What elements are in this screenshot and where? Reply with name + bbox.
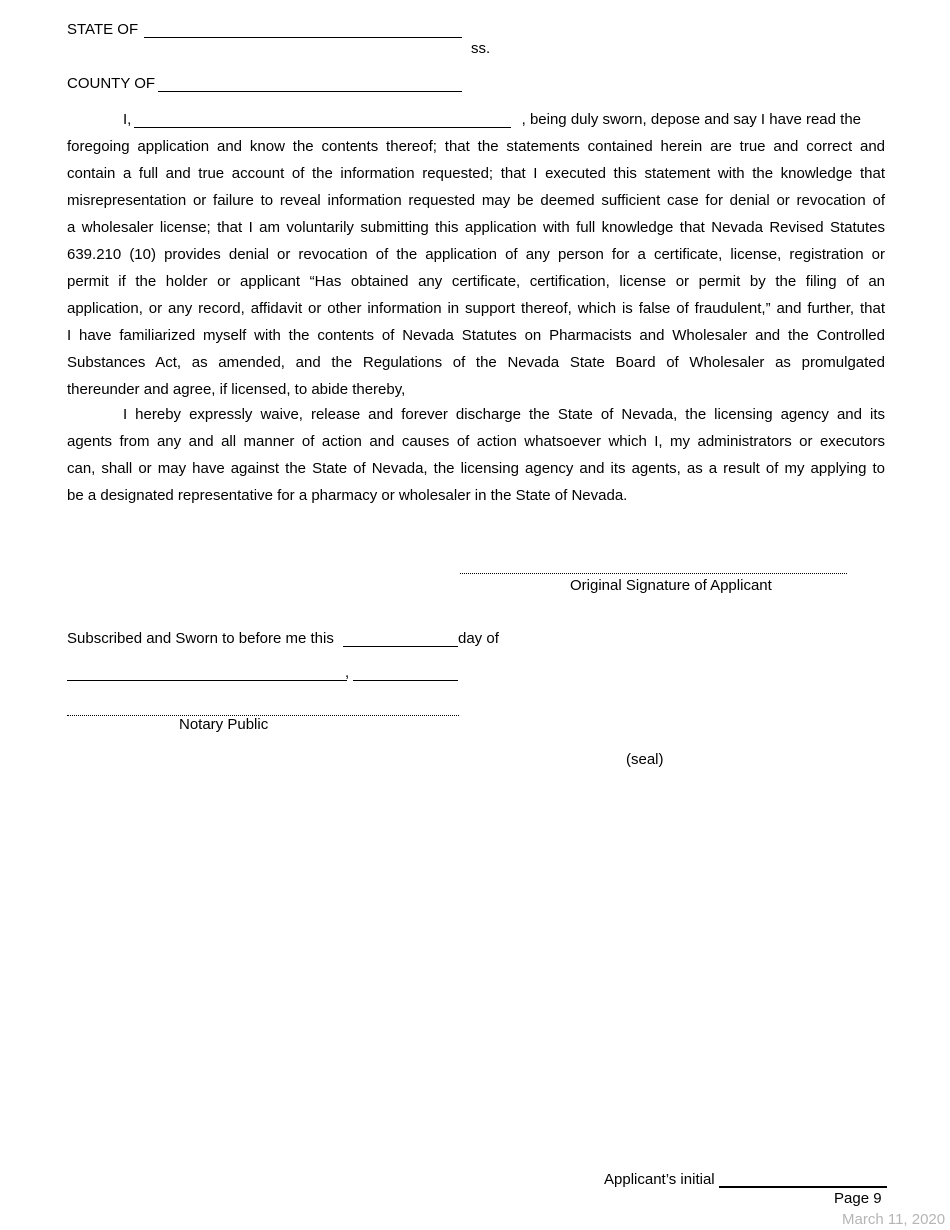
- date-comma: ,: [345, 664, 350, 681]
- applicant-initial-label: Applicant’s initial: [604, 1171, 715, 1188]
- affidavit-line: a wholesaler license; that I am voluntarily submitting this application with full knowledge that Nevada Revised Statutes: [67, 219, 885, 236]
- notary-public-label: Notary Public: [179, 716, 269, 733]
- affidavit-line: Substances Act, as amended, and the Regulations of the Nevada State Board of Wholesaler as promulgated: [67, 354, 885, 371]
- affidavit-line: contain a full and true account of the information requested; that I executed this statement with the knowledge that: [67, 165, 885, 182]
- seal-label: (seal): [626, 751, 664, 768]
- affidavit-line: 639.210 (10) provides denial or revocation of the application of any person for a certificate, license, registration or: [67, 246, 885, 263]
- county-of-label: COUNTY OF: [67, 75, 156, 92]
- state-of-label: STATE OF: [67, 21, 139, 38]
- affidavit-line: permit if the holder or applicant “Has obtained any certificate, certification, license or permit by the filing of an: [67, 273, 885, 290]
- day-of-label: day of: [458, 630, 499, 647]
- waiver-paragraph: [67, 401, 885, 509]
- affiant-name-line[interactable]: [134, 127, 511, 128]
- state-of-input-line[interactable]: [144, 37, 462, 38]
- waiver-line: can, shall or may have against the State of Nevada, the licensing agency and its agents, as a result of my applying to: [67, 460, 885, 477]
- document-date: March 11, 2020: [842, 1211, 946, 1228]
- applicant-initial-line[interactable]: [719, 1186, 887, 1188]
- waiver-line: agents from any and all manner of action and causes of action whatsoever which I, my administrators or executors: [67, 433, 885, 450]
- ss-label: ss.: [471, 40, 491, 57]
- subscribed-label: Subscribed and Sworn to before me this: [67, 630, 334, 647]
- affidavit-line: application, or any record, affidavit or other information in support thereof, which is false of fraudulent,” and further, that: [67, 300, 885, 317]
- applicant-signature-line[interactable]: [460, 573, 847, 574]
- month-input-line[interactable]: [67, 680, 347, 681]
- page-number: Page 9: [834, 1190, 882, 1207]
- waiver-line: be a designated representative for a pharmacy or wholesaler in the State of Nevada.: [67, 487, 628, 504]
- day-input-line[interactable]: [343, 646, 458, 647]
- affidavit-line: thereunder and agree, if licensed, to abide thereby,: [67, 381, 406, 398]
- waiver-line: I hereby expressly waive, release and forever discharge the State of Nevada, the licensing agency and its: [123, 406, 885, 423]
- affiant-suffix: , being duly sworn, depose and say I have read the: [521, 111, 861, 128]
- affidavit-line: I have familiarized myself with the contents of Nevada Statutes on Pharmacists and Wholesaler and the Controlled: [67, 327, 885, 344]
- affiant-prefix: I,: [123, 111, 132, 128]
- affidavit-line: foregoing application and know the contents thereof; that the statements contained herein are true and correct and: [67, 138, 885, 155]
- county-of-input-line[interactable]: [158, 91, 462, 92]
- affidavit-paragraph: [67, 133, 885, 403]
- affidavit-line: misrepresentation or failure to reveal information requested may be deemed sufficient case for denial or revocation of: [67, 192, 885, 209]
- year-input-line[interactable]: [353, 680, 458, 681]
- applicant-signature-label: Original Signature of Applicant: [570, 577, 772, 594]
